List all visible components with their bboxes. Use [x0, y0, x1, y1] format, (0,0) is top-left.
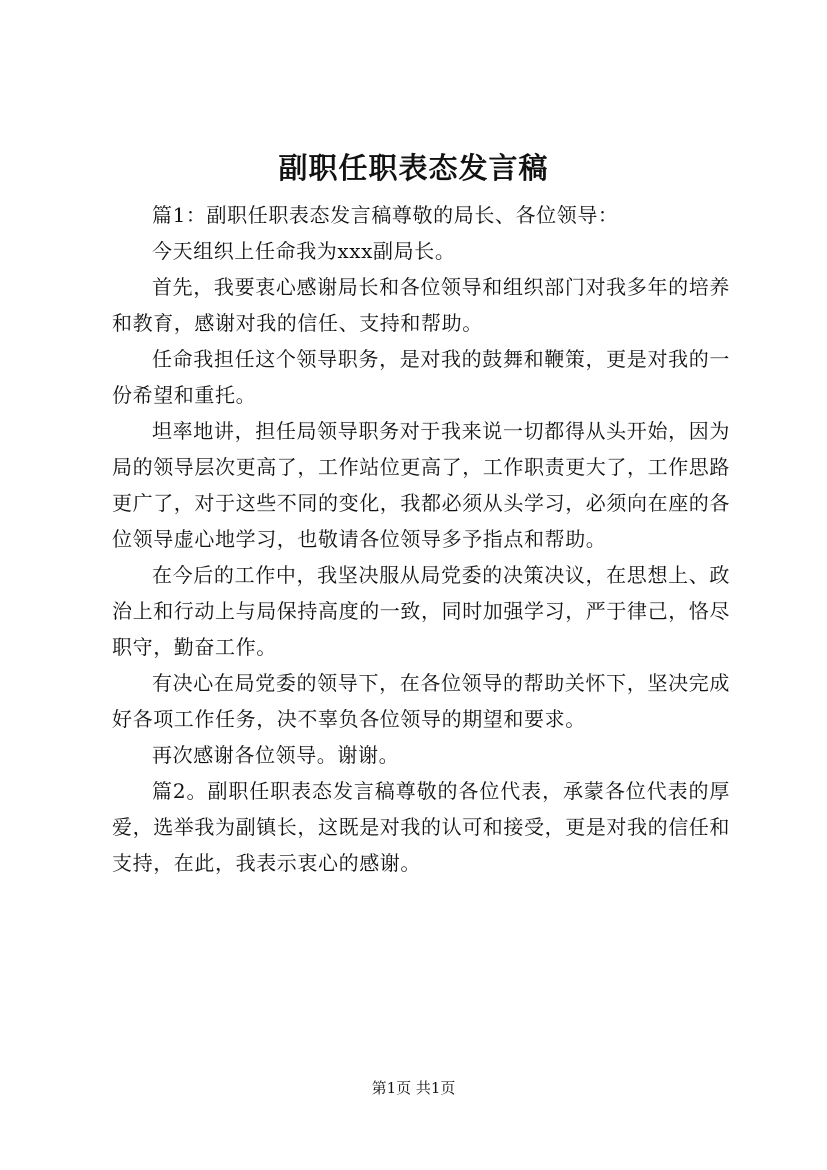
paragraph-5: 坦率地讲，担任局领导职务对于我来说一切都得从头开始，因为局的领导层次更高了，工作站位更高了，工作职责更大了，工作思路更广了，对于这些不同的变化，我都必须从头学习，必须向在座的各位领导虚心地学习，也敬请各位领导多予指点和帮助。 [112, 419, 730, 551]
paragraph-6: 在今后的工作中，我坚决服从局党委的决策决议，在思想上、政治上和行动上与局保持高度的一致，同时加强学习，严于律己，恪尽职守，勤奋工作。 [112, 563, 730, 659]
paragraph-9: 篇2。副职任职表态发言稿尊敬的各位代表，承蒙各位代表的厚爱，选举我为副镇长，这既是对我的认可和接受，更是对我的信任和支持，在此，我表示衷心的感谢。 [112, 779, 730, 875]
page-footer: 第1页 共1页 [371, 1079, 456, 1097]
document-body [112, 197, 730, 881]
paragraph-3: 首先，我要衷心感谢局长和各位领导和组织部门对我多年的培养和教育，感谢对我的信任、支持和帮助。 [112, 275, 730, 335]
paragraph-2: 今天组织上任命我为xxx副局长。 [152, 239, 456, 263]
paragraph-8: 再次感谢各位领导。谢谢。 [152, 743, 400, 767]
document-title: 副职任职表态发言稿 [278, 151, 549, 185]
paragraph-1: 篇1：副职任职表态发言稿尊敬的局长、各位领导： [152, 203, 619, 227]
paragraph-7: 有决心在局党委的领导下，在各位领导的帮助关怀下，坚决完成好各项工作任务，决不辜负各位领导的期望和要求。 [112, 671, 730, 731]
paragraph-4: 任命我担任这个领导职务，是对我的鼓舞和鞭策，更是对我的一份希望和重托。 [112, 347, 730, 407]
